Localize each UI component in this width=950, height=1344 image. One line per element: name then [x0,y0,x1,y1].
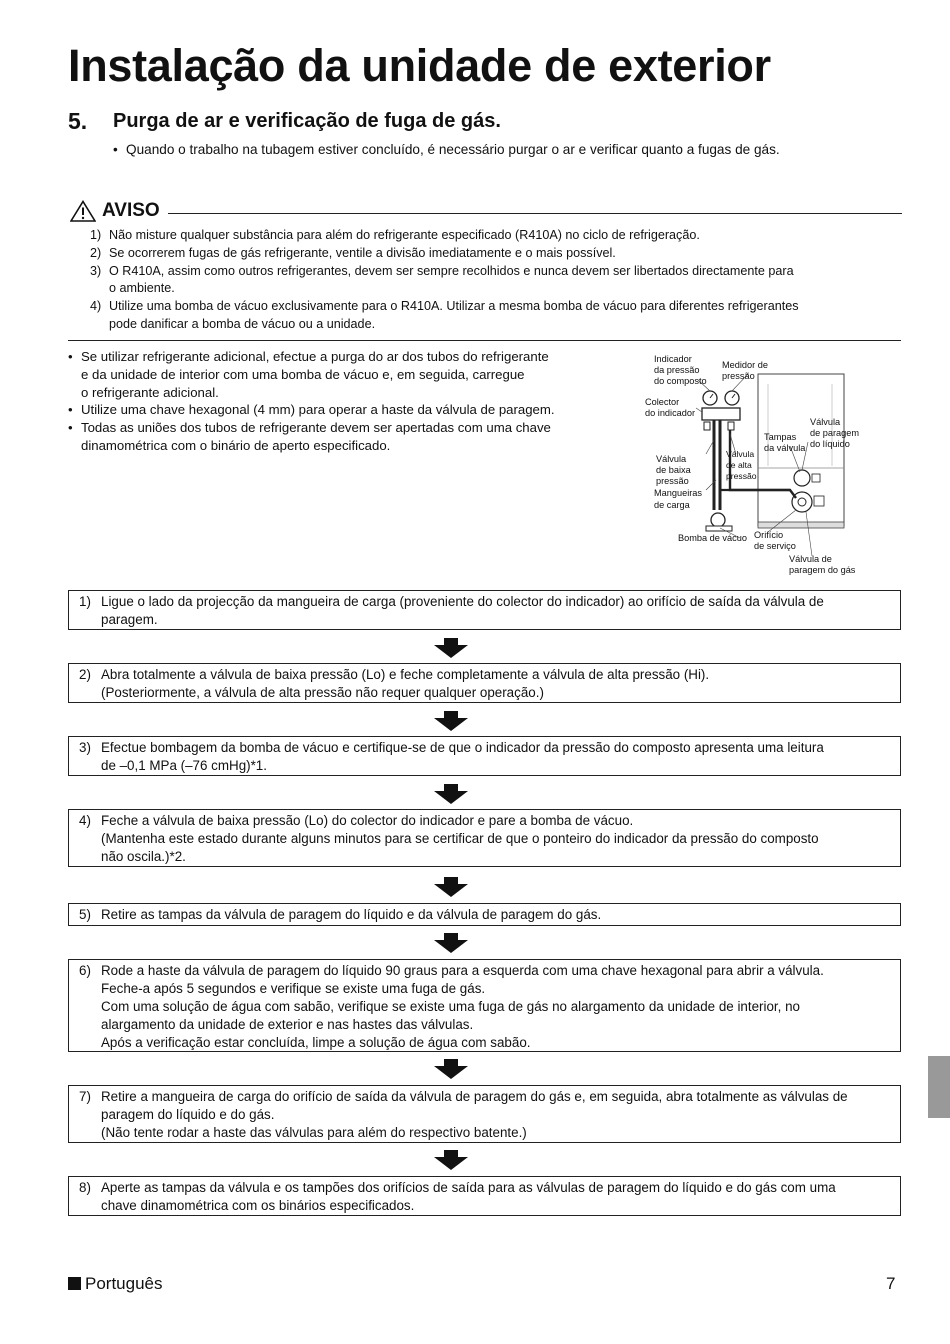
step-text: paragem do líquido e do gás. [101,1107,275,1122]
arrow-down-icon [434,784,468,804]
step-text: não oscila.)*2. [101,849,186,864]
footer-language-text: Português [85,1274,163,1293]
bullet-dot: • [68,420,73,436]
warning-item-text: pode danificar a bomba de vácuo ou a unidade. [109,316,376,331]
bullet-dot: • [113,142,118,157]
arrow-down-icon [434,711,468,731]
diagram-label-manifold: Colector do indicador [645,397,696,418]
step-box-3 [68,736,901,776]
warning-item [90,227,900,245]
warning-item-number: 4) [90,299,102,314]
diagram-label-low-valve: Válvula de baixa pressão [656,454,691,486]
warning-item-number: 3) [90,263,102,278]
warning-item [90,245,900,263]
arrow-down-icon [434,1150,468,1170]
warning-label: AVISO [102,200,160,221]
section-intro [113,142,780,157]
step-number: 5) [79,907,91,922]
bullet-text: e da unidade de interior com uma bomba de vácuo e, em seguida, carregue [81,366,525,382]
warning-item-number: 1) [90,228,102,242]
section-title: Purga de ar e verificação de fuga de gás. [113,110,501,132]
bullet-text: Todas as uniões dos tubos de refrigerante devem ser apertadas com uma chave [81,420,551,436]
step-text: alargamento da unidade de exterior e nas hastes das válvulas. [101,1017,474,1032]
step-number: 3) [79,740,91,755]
step-text: paragem. [101,612,158,627]
diagram-label-high-valve: Válvula de alta pressão [726,449,757,481]
diagram-label-service-port: Orifício de serviço [754,530,796,551]
step-text: de –0,1 MPa (–76 cmHg)*1. [101,758,267,773]
warning-item-text: O R410A, assim como outros refrigerantes, devem ser sempre recolhidos e nunca devem ser libertados directamente para [109,263,794,278]
arrow-down-icon [434,877,468,897]
bullet-text: o refrigerante adicional. [81,384,219,400]
step-text: Retire as tampas da válvula de paragem do líquido e da válvula de paragem do gás. [101,907,602,922]
step-box-5 [68,903,901,926]
warning-list [90,227,900,334]
step-box-2 [68,663,901,703]
footer-language [68,1274,163,1294]
step-box-4 [68,809,901,867]
page-title: Instalação da unidade de exterior [68,40,771,91]
bullet-text: dinamométrica com o binário de aperto especificado. [81,437,391,453]
step-text: (Posteriormente, a válvula de alta pressão não requer qualquer operação.) [101,685,544,700]
diagram-label-hoses: Mangueiras de carga [654,488,703,510]
warning-item [90,263,900,299]
step-number: 7) [79,1089,91,1104]
square-bullet-icon [68,1277,81,1290]
section-divider [68,340,901,341]
vacuum-pump-shape [711,513,725,527]
diagram-label-gas-valve: Válvula de paragem do gás [789,554,856,575]
step-text: Efectue bombagem da bomba de vácuo e certifique-se de que o indicador da pressão do composto apresenta uma leitura [101,740,824,755]
step-number: 8) [79,1180,91,1195]
step-text: (Mantenha este estado durante alguns minutos para se certificar de que o ponteiro do indicador da pressão do composto [101,831,819,846]
diagram-label-pressure-gauge: Medidor de pressão [722,360,768,381]
page-number: 7 [886,1274,896,1293]
step-text: Com uma solução de água com sabão, verifique se existe uma fuga de gás no alargamento da unidade de interior, no [101,999,800,1014]
manifold-shape [702,408,740,420]
step-box-1 [68,590,901,630]
diagram-label-pump: Bomba de vácuo [678,533,747,543]
bullet-dot: • [68,402,73,418]
purge-setup-diagram [640,350,902,578]
section-intro-text: Quando o trabalho na tubagem estiver concluído, é necessário purgar o ar e verificar quanto a fugas de gás. [126,142,780,157]
section-number: 5. [68,108,88,134]
bullet-text: Se utilizar refrigerante adicional, efectue a purga do ar dos tubos do refrigerante [81,349,549,364]
arrow-down-icon [434,933,468,953]
step-box-7 [68,1085,901,1143]
warning-item-text: o ambiente. [109,281,175,296]
step-text: Aperte as tampas da válvula e os tampões dos orifícios de saída para as válvulas de paragem do líquido e do gás com uma [101,1180,836,1195]
step-text: Retire a mangueira de carga do orifício de saída da válvula de paragem do gás e, em seguida, abra totalmente as válvulas de [101,1089,848,1104]
side-thumb-tab [928,1056,950,1118]
bullet-list [68,348,608,455]
bullet-item [68,419,608,455]
warning-item-text: Utilize uma bomba de vácuo exclusivamente para o R410A. Utilizar a mesma bomba de vácuo para diferentes refrigerantes [109,299,799,314]
step-number: 2) [79,667,91,682]
arrow-down-icon [434,638,468,658]
step-text: (Não tente rodar a haste das válvulas para além do respectivo batente.) [101,1125,527,1140]
warning-item [90,298,900,334]
step-text: chave dinamométrica com os binários especificados. [101,1198,415,1213]
warning-item-number: 2) [90,245,102,260]
arrow-down-icon [434,1059,468,1079]
warning-triangle-icon [70,200,96,222]
step-number: 1) [79,594,91,609]
diagram-label-liquid-valve: Válvula de paragem do líquido [810,417,860,449]
bullet-item [68,401,608,419]
warning-item-text: Não misture qualquer substância para além do refrigerante especificado (R410A) no ciclo de refrigeração. [109,228,700,242]
step-text: Feche a válvula de baixa pressão (Lo) do colector do indicador e pare a bomba de vácuo. [101,813,634,828]
step-text: Após a verificação estar concluída, limpe a solução de água com sabão. [101,1035,531,1050]
diagram-label-valve-caps: Tampas da válvula [764,432,806,453]
bullet-item [68,348,608,401]
step-text: Feche-a após 5 segundos e verifique se existe uma fuga de gás. [101,981,486,996]
step-text: Abra totalmente a válvula de baixa pressão (Lo) e feche completamente a válvula de alta pressão (Hi). [101,667,710,682]
step-text: Ligue o lado da projecção da mangueira de carga (proveniente do colector do indicador) ao orifício de saída da válvula de [101,594,824,609]
diagram-label-compound-gauge: Indicador da pressão do composto [654,354,707,386]
step-number: 6) [79,963,91,978]
step-box-6 [68,959,901,1052]
step-box-8 [68,1176,901,1216]
step-text: Rode a haste da válvula de paragem do líquido 90 graus para a esquerda com uma chave hexagonal para abrir a válvula. [101,963,824,978]
step-number: 4) [79,813,91,828]
liquid-valve-shape [794,470,810,486]
warning-item-text: Se ocorrerem fugas de gás refrigerante, ventile a divisão imediatamente e o mais possível. [109,245,616,260]
bullet-text: Utilize uma chave hexagonal (4 mm) para operar a haste da válvula de paragem. [81,402,555,418]
warning-heading [70,198,902,224]
bullet-dot: • [68,349,73,364]
warning-rule [168,213,902,214]
